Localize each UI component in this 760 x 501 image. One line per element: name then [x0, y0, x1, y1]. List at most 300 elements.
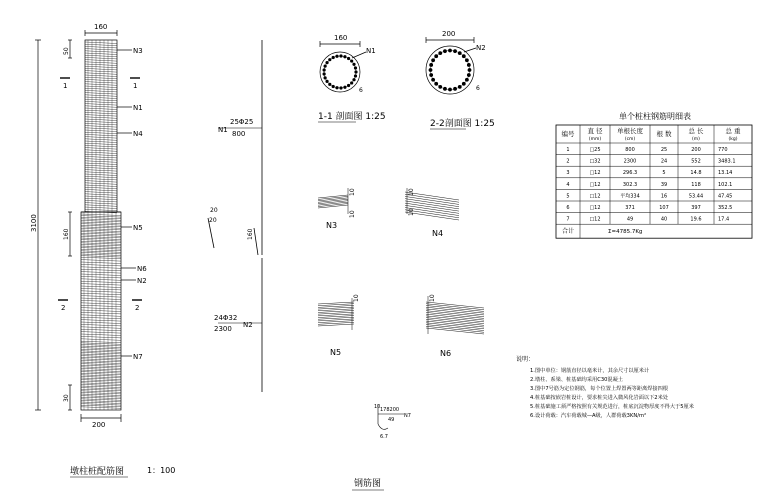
spiral-bundle-line: [318, 199, 348, 202]
rebar-dot: [332, 85, 335, 88]
rebar-dot: [465, 58, 469, 62]
table-cell: 5: [662, 170, 666, 177]
section-mark-2-right: 2: [135, 304, 140, 312]
spiral-line: [85, 57, 117, 59]
spiral-line: [81, 368, 121, 370]
spiral-line: [81, 324, 121, 326]
spiral-line: [81, 300, 121, 302]
spiral-line: [81, 383, 121, 385]
table-cell: □12: [589, 216, 601, 223]
spiral-line: [85, 143, 117, 145]
spiral-line: [81, 251, 121, 253]
spiral-line: [85, 82, 117, 84]
spiral-bundle-line: [426, 312, 484, 318]
spiral-bundle-line: [426, 305, 484, 311]
spiral-line: [85, 145, 117, 147]
spiral-bundle-line: [426, 325, 484, 331]
spiral-line: [85, 99, 117, 101]
rebar-dot: [325, 80, 328, 83]
table-cell: 302.3: [622, 181, 638, 188]
spiral-line: [81, 339, 121, 341]
note-item: 3.图中7号筋为定位钢筋，每个位置上焊置两等距离焊接四根: [530, 386, 668, 392]
rebar-schedule-table: [556, 125, 752, 238]
callout-n2: N2: [137, 277, 147, 285]
table-cell: 107: [659, 205, 669, 211]
spiral-bundle-line: [405, 196, 459, 204]
spiral-line: [81, 260, 121, 262]
spiral-line: [81, 400, 121, 402]
rebar-dot: [467, 63, 471, 67]
spiral-line: [81, 320, 121, 322]
dim-bottom-small: 30: [63, 394, 70, 402]
spiral-line: [85, 154, 117, 156]
spiral-dims: [348, 188, 428, 334]
spiral-line: [81, 386, 121, 388]
spiral-line: [81, 381, 121, 383]
spiral-line: [85, 86, 117, 88]
table-cell: 16: [660, 193, 668, 200]
rebar-dot: [468, 68, 472, 72]
spiral-line: [85, 84, 117, 86]
spiral-line: [81, 291, 121, 293]
spiral-line: [85, 174, 117, 176]
spiral-bundle-line: [426, 326, 484, 332]
rebar-dot: [467, 73, 471, 77]
elevation-title: 墩柱桩配筋图: [70, 467, 125, 477]
spiral-line: [85, 71, 117, 73]
spiral-bundle-line: [426, 304, 484, 310]
spiral-line: [81, 388, 121, 390]
spiral-line: [81, 232, 121, 234]
rebar-drawing-title: 钢筋图: [354, 479, 382, 489]
bar-n1-length: 800: [232, 130, 246, 138]
section-2-dim: 200: [442, 30, 456, 38]
table-cell: 25: [660, 147, 668, 153]
table-cell: 7: [566, 216, 570, 223]
spiral-line: [81, 372, 121, 374]
section-1-1: [320, 41, 366, 92]
note-item: 6.设计荷载：汽车荷载城—A级，人群荷载3KN/m²: [530, 413, 647, 419]
section-2-rebar-dots: [429, 49, 472, 92]
note-item: 4.桩基础按嵌岩桩设计，要求桩尖进入微风化岩面以下2米处: [530, 395, 668, 401]
note-item: 1.图中单位：钢筋直径以毫米计，其余尺寸以厘米计: [530, 368, 650, 374]
spiral-bars: [318, 192, 484, 334]
spiral-line: [85, 185, 117, 187]
spiral-line: [81, 402, 121, 404]
section-2-title: 2-2剖面图 1:25: [430, 119, 495, 129]
table-header-cell: 总 长: [688, 127, 704, 135]
spiral-line: [81, 343, 121, 345]
dim-height: 3100: [30, 214, 38, 232]
spiral-line: [85, 148, 117, 150]
spiral-line: [85, 198, 117, 200]
spiral-line: [81, 235, 121, 237]
spiral-line: [85, 123, 117, 125]
elevation-scale: 1：100: [147, 466, 176, 475]
rebar-dot: [438, 51, 442, 55]
spiral-line: [85, 156, 117, 158]
dim-bottom-width: 200: [92, 421, 106, 429]
spiral-line: [85, 53, 117, 55]
spiral-line: [85, 95, 117, 97]
spiral-bundle-line: [426, 321, 484, 327]
spiral-line: [85, 110, 117, 112]
spiral-line: [81, 305, 121, 307]
spiral-line: [85, 90, 117, 92]
spiral-line: [81, 230, 121, 232]
spiral-line: [85, 176, 117, 178]
table-cell: □12: [589, 193, 601, 200]
spiral-dim-10c: 10: [408, 188, 415, 196]
table-cell: 6: [566, 205, 570, 211]
section-1-dim: 160: [334, 34, 348, 42]
spiral-bundle-line: [426, 316, 484, 322]
spiral-line: [85, 64, 117, 66]
spiral-line: [81, 391, 121, 393]
rebar-dot: [325, 61, 328, 64]
table-total-value: Σ=4785.7Kg: [608, 229, 643, 236]
spiral-line: [81, 362, 121, 364]
section-mark-1-right: 1: [133, 82, 138, 90]
spiral-line: [85, 112, 117, 114]
table-header-cell: 单根长度: [617, 127, 643, 135]
spiral-line: [81, 249, 121, 251]
rebar-dot: [434, 54, 438, 58]
spiral-line: [81, 404, 121, 406]
table-cell: □25: [589, 147, 601, 153]
spiral-line: [81, 262, 121, 264]
spiral-line: [81, 216, 121, 218]
spiral-line: [81, 399, 121, 401]
spiral-line: [81, 327, 121, 329]
spiral-line: [81, 356, 121, 358]
spiral-line: [81, 394, 121, 396]
spiral-bundle-line: [426, 318, 484, 324]
spiral-line: [85, 49, 117, 51]
spiral-bundle-line: [426, 314, 484, 320]
spiral-hatching: [81, 40, 121, 410]
spiral-bundle-line: [405, 199, 459, 207]
spiral-line: [85, 51, 117, 53]
spiral-line: [81, 334, 121, 336]
rebar-dot: [323, 68, 326, 71]
spiral-line: [85, 62, 117, 64]
spiral-line: [85, 97, 117, 99]
spiral-line: [85, 75, 117, 77]
spiral-line: [81, 244, 121, 246]
spiral-line: [81, 376, 121, 378]
table-cell: 397: [691, 205, 701, 211]
spiral-line: [85, 137, 117, 139]
spiral-line: [81, 276, 121, 278]
spiral-line: [85, 60, 117, 62]
notes-list: [530, 366, 695, 419]
spiral-bundle-line: [318, 307, 354, 309]
bar-small-20b: 20: [209, 217, 217, 224]
table-cell: 39: [660, 181, 668, 188]
spiral-bundle-line: [318, 195, 348, 198]
spiral-line: [81, 405, 121, 407]
spiral-line: [81, 357, 121, 359]
rebar-dot: [354, 66, 357, 69]
spiral-n3-label: N3: [326, 221, 338, 230]
spiral-line: [81, 370, 121, 372]
spiral-line: [85, 46, 117, 48]
spiral-line: [85, 93, 117, 95]
table-cell: 2300: [623, 158, 637, 165]
notes-heading: 说明：: [516, 356, 535, 363]
spiral-bundle-line: [318, 305, 354, 307]
spiral-line: [81, 241, 121, 243]
table-cell: 53.44: [688, 193, 704, 200]
spiral-line: [85, 126, 117, 128]
rebar-dot: [347, 84, 350, 87]
n7-a: 10: [374, 404, 381, 410]
table-header-cell: (m): [692, 137, 700, 142]
section-1-title: 1-1 剖面图 1:25: [318, 112, 386, 122]
dim-top-small: 50: [63, 47, 70, 55]
table-header-cell: 根 数: [656, 130, 672, 138]
section-1-cover: 6: [359, 87, 363, 94]
spiral-dim-10e: 10: [353, 294, 360, 302]
spiral-line: [85, 159, 117, 161]
spiral-line: [85, 79, 117, 81]
spiral-bundle-line: [318, 312, 354, 314]
spiral-bundle-line: [318, 322, 354, 324]
spiral-line: [81, 365, 121, 367]
rebar-dot: [431, 58, 435, 62]
spiral-bundle-line: [318, 314, 354, 316]
spiral-line: [81, 248, 121, 250]
spiral-line: [85, 134, 117, 136]
spiral-bundle-line: [318, 205, 348, 208]
rebar-dot: [328, 58, 331, 61]
table-cell: 19.6: [690, 216, 702, 223]
rebar-dot: [352, 63, 355, 66]
spiral-bundle-line: [426, 307, 484, 313]
spiral-dim-10f: 10: [429, 294, 436, 302]
spiral-line: [81, 349, 121, 351]
dim-mid: 160: [63, 228, 70, 240]
spiral-line: [85, 132, 117, 134]
spiral-line: [85, 77, 117, 79]
table-cell: 118: [691, 181, 701, 188]
dim-top-width: 160: [94, 23, 108, 31]
spiral-line: [81, 257, 121, 259]
spiral-line: [81, 267, 121, 269]
spiral-line: [81, 225, 121, 227]
spiral-line: [81, 322, 121, 324]
rebar-dot: [352, 78, 355, 81]
rebar-dot: [354, 70, 357, 73]
spiral-line: [81, 354, 121, 356]
spiral-line: [85, 117, 117, 119]
spiral-line: [81, 375, 121, 377]
spiral-bundle-line: [426, 328, 484, 334]
spiral-bundle-line: [318, 304, 354, 306]
spiral-line: [81, 296, 121, 298]
callout-n6: N6: [137, 265, 147, 273]
spiral-line: [85, 178, 117, 180]
spiral-line: [81, 336, 121, 338]
spiral-line: [85, 196, 117, 198]
spiral-bundle-line: [318, 321, 354, 323]
rebar-dot: [429, 63, 433, 67]
spiral-line: [81, 269, 121, 271]
spiral-line: [81, 222, 121, 224]
spiral-line: [85, 104, 117, 106]
spiral-dim-10d: 10: [408, 208, 415, 216]
callout-n4: N4: [133, 130, 143, 138]
bar-small-20a: 20: [210, 207, 218, 214]
note-item: 2.墩柱、系梁、桩基础均采用C30混凝土: [530, 377, 623, 383]
spiral-line: [81, 243, 121, 245]
rebar-dot: [343, 86, 346, 89]
spiral-line: [81, 272, 121, 274]
table-title: 单个桩柱钢筋明细表: [619, 112, 691, 121]
spiral-line: [81, 384, 121, 386]
callout-n1: N1: [133, 104, 143, 112]
table-header-cell: 编号: [561, 130, 575, 138]
spiral-line: [81, 380, 121, 382]
spiral-line: [81, 254, 121, 256]
table-cell: 2: [566, 158, 570, 165]
rebar-dot: [335, 86, 338, 89]
rebar-dot: [324, 65, 327, 68]
section-2-cover: 6: [476, 85, 480, 92]
spiral-bundle-line: [318, 310, 354, 312]
rebar-dot: [339, 86, 342, 89]
spiral-line: [85, 42, 117, 44]
table-cell: 17.4: [718, 216, 730, 223]
spiral-bundle-line: [318, 309, 354, 311]
table-total-label: 合计: [561, 228, 575, 236]
bar-small-160: 160: [247, 228, 254, 240]
spiral-line: [85, 115, 117, 117]
table-cell: 平均334: [620, 193, 640, 200]
spiral-bundle-line: [318, 196, 348, 199]
table-cell: 47.45: [718, 193, 733, 200]
table-cell: 200: [691, 147, 701, 153]
section-1-rebar-dots: [323, 54, 358, 89]
spiral-line: [85, 139, 117, 141]
bar-n2-spec: 24Φ32: [214, 314, 238, 322]
spiral-line: [85, 163, 117, 165]
table-cell: 296.3: [622, 170, 638, 177]
spiral-line: [85, 44, 117, 46]
spiral-line: [81, 252, 121, 254]
spiral-line: [81, 389, 121, 391]
spiral-bundle-line: [318, 324, 354, 326]
rebar-dot: [343, 55, 346, 58]
spiral-line: [81, 344, 121, 346]
spiral-line: [85, 189, 117, 191]
spiral-line: [81, 293, 121, 295]
spiral-bundle-line: [318, 204, 348, 207]
spiral-line: [85, 181, 117, 183]
spiral-line: [81, 397, 121, 399]
spiral-line: [81, 329, 121, 331]
table-cell: 352.5: [718, 205, 733, 211]
rebar-dot: [465, 78, 469, 82]
spiral-line: [85, 130, 117, 132]
rebar-dot: [458, 85, 462, 89]
rebar-dot: [350, 81, 353, 84]
spiral-bundle-line: [318, 201, 348, 204]
bar-n2-length: 2300: [214, 325, 232, 333]
section-mark-2-left: 2: [61, 304, 66, 312]
spiral-bundle-line: [318, 316, 354, 318]
rebar-dot: [347, 57, 350, 60]
spiral-line: [81, 310, 121, 312]
spiral-line: [81, 367, 121, 369]
rebar-dot: [438, 85, 442, 89]
table-cell: □12: [589, 181, 601, 188]
spiral-line: [81, 238, 121, 240]
spiral-line: [81, 378, 121, 380]
spiral-bundle-line: [318, 198, 348, 201]
spiral-line: [85, 203, 117, 205]
spiral-line: [81, 240, 121, 242]
rebar-dot: [354, 74, 357, 77]
n7-c: 49: [388, 417, 395, 423]
table-cell: □12: [589, 205, 601, 211]
spiral-line: [85, 205, 117, 207]
bar-n2-label: N2: [243, 321, 253, 329]
spiral-line: [85, 68, 117, 70]
callout-n5: N5: [133, 224, 143, 232]
table-header-cell: 总 重: [725, 127, 741, 135]
n7-d: 178200: [380, 407, 400, 413]
rebar-dot: [462, 82, 466, 86]
spiral-line: [81, 256, 121, 258]
spiral-line: [85, 161, 117, 163]
spiral-n5-label: N5: [330, 348, 342, 357]
table-cell: 49: [626, 216, 634, 223]
spiral-bundle-line: [318, 317, 354, 319]
spiral-bundle-line: [426, 319, 484, 325]
spiral-line: [85, 121, 117, 123]
spiral-bundle-line: [426, 311, 484, 317]
table-cell: 800: [625, 147, 635, 153]
rebar-dot: [339, 54, 342, 57]
section-2-label: N2: [476, 44, 486, 52]
rebar-dot: [443, 87, 447, 91]
spiral-line: [81, 288, 121, 290]
callout-n7: N7: [133, 353, 143, 361]
spiral-bundle-line: [318, 302, 354, 304]
spiral-line: [85, 209, 117, 211]
table-header-cell: (kg): [728, 137, 738, 142]
table-cell: 24: [660, 158, 668, 165]
spiral-line: [81, 274, 121, 276]
spiral-bundle-line: [426, 309, 484, 315]
section-1-label: N1: [366, 47, 376, 55]
spiral-line: [81, 214, 121, 216]
spiral-line: [81, 308, 121, 310]
spiral-line: [81, 341, 121, 343]
spiral-line: [81, 246, 121, 248]
spiral-line: [85, 183, 117, 185]
table-cell: □32: [589, 158, 601, 165]
spiral-line: [85, 150, 117, 152]
table-cell: 14.8: [690, 170, 702, 177]
spiral-line: [85, 101, 117, 103]
table-cell: 1: [566, 147, 570, 153]
rebar-dot: [429, 73, 433, 77]
spiral-line: [81, 315, 121, 317]
table-cell: 102.1: [718, 181, 733, 188]
